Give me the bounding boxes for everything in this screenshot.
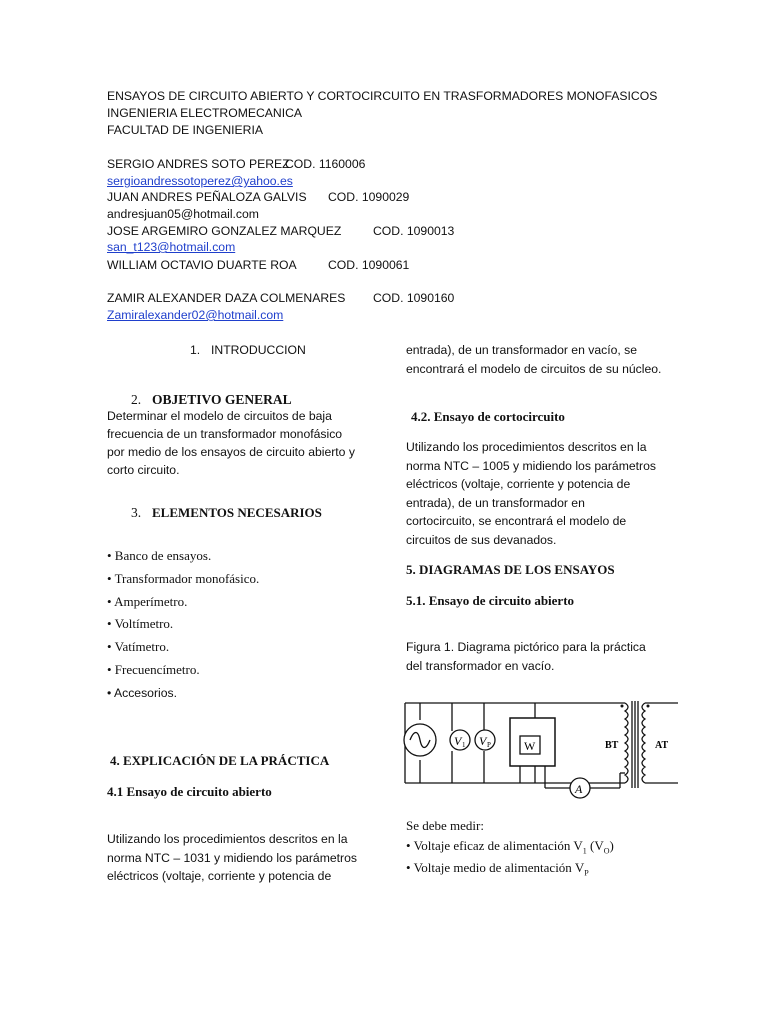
measure-item: • Voltaje medio de alimentación $V_P$	[406, 860, 589, 878]
subsection-heading-4-1: 4.1 Ensayo de circuito abierto	[107, 784, 272, 799]
author-name: SERGIO ANDRES SOTO PEREZ	[107, 157, 290, 171]
section-heading-elementos: ELEMENTOS NECESARIOS	[152, 505, 322, 520]
svg-text:A: A	[575, 782, 583, 796]
ensayo-abierto-paragraph: Utilizando los procedimientos descritos en la norma NTC – 1031 y midiendo los parámetros eléctricos (voltaje, corriente y potencia de	[107, 832, 357, 884]
author-email-link[interactable]: sergioandressotoperez@yahoo.es	[107, 174, 293, 188]
author-code: COD. 1160006	[285, 157, 366, 171]
circuit-diagram	[400, 698, 680, 806]
list-item: • Banco de ensayos.	[107, 548, 212, 563]
svg-text:V: V	[479, 734, 487, 748]
author-name: WILLIAM OCTAVIO DUARTE ROA	[107, 258, 297, 272]
list-item: • Voltímetro.	[107, 616, 174, 631]
list-item: • Accesorios.	[107, 686, 177, 700]
author-name: JOSE ARGEMIRO GONZALEZ MARQUEZ	[107, 224, 342, 238]
objetivo-paragraph: Determinar el modelo de circuitos de baja frecuencia de un transformador monofásico por medio de los ensayos de circuito abierto y corto circuito.	[107, 409, 355, 477]
section-heading-introduccion: INTRODUCCION	[211, 343, 306, 357]
author-email-link[interactable]: san_t123@hotmail.com	[107, 240, 236, 254]
faculty-name: FACULTAD DE INGENIERIA	[107, 123, 263, 137]
svg-text:BT: BT	[605, 740, 619, 751]
list-item: • Vatímetro.	[107, 639, 170, 654]
section-number: 2.	[131, 392, 142, 407]
author-code: COD. 1090013	[373, 224, 455, 238]
section-number: 3.	[131, 505, 142, 520]
section-number: 1.	[190, 343, 201, 357]
svg-text:V: V	[454, 734, 462, 748]
list-item: • Transformador monofásico.	[107, 571, 260, 586]
transformer-icon	[625, 701, 678, 788]
author-email: andresjuan05@hotmail.com	[107, 207, 259, 221]
author-name: JUAN ANDRES PEÑALOZA GALVIS	[107, 190, 307, 204]
subsection-heading-5-1: 5.1. Ensayo de circuito abierto	[406, 593, 575, 608]
measure-item: • Voltaje eficaz de alimentación $V_1$ $(V_O)$	[406, 838, 614, 856]
continuation-paragraph: entrada), de un transformador en vacío, se encontrará el modelo de circuitos de su núcleo.	[406, 343, 662, 376]
list-item: • Frecuencímetro.	[107, 662, 200, 677]
figure-caption: Figura 1. Diagrama pictórico para la práctica del transformador en vacío.	[406, 640, 646, 673]
program-name: INGENIERIA ELECTROMECANICA	[107, 106, 303, 120]
svg-text:AT: AT	[655, 740, 669, 751]
author-code: COD. 1090029	[328, 190, 410, 204]
section-heading-objetivo: OBJETIVO GENERAL	[152, 392, 292, 407]
measure-intro: Se debe medir:	[406, 818, 484, 833]
author-name: ZAMIR ALEXANDER DAZA COLMENARES	[107, 291, 346, 305]
svg-text:P: P	[487, 741, 491, 749]
svg-text:1: 1	[462, 741, 466, 749]
list-item: • Amperímetro.	[107, 594, 188, 609]
author-email-link[interactable]: Zamiralexander02@hotmail.com	[107, 308, 284, 322]
section-heading-diagramas: 5. DIAGRAMAS DE LOS ENSAYOS	[406, 562, 615, 577]
document-title: ENSAYOS DE CIRCUITO ABIERTO Y CORTOCIRCUITO EN TRASFORMADORES MONOFASICOS	[107, 89, 658, 103]
subsection-heading-4-2: 4.2. Ensayo de cortocircuito	[411, 409, 565, 424]
cortocircuito-paragraph: Utilizando los procedimientos descritos en la norma NTC – 1005 y midiendo los parámetros eléctricos (voltaje, corriente y potencia de entrada), de un transformador en cortocircuito, se encontrará el modelo de circuitos de sus devanados.	[406, 440, 656, 547]
author-code: COD. 1090160	[373, 291, 455, 305]
section-heading-explicacion: 4. EXPLICACIÓN DE LA PRÁCTICA	[110, 753, 330, 768]
author-code: COD. 1090061	[328, 258, 410, 272]
svg-text:W: W	[524, 739, 536, 753]
